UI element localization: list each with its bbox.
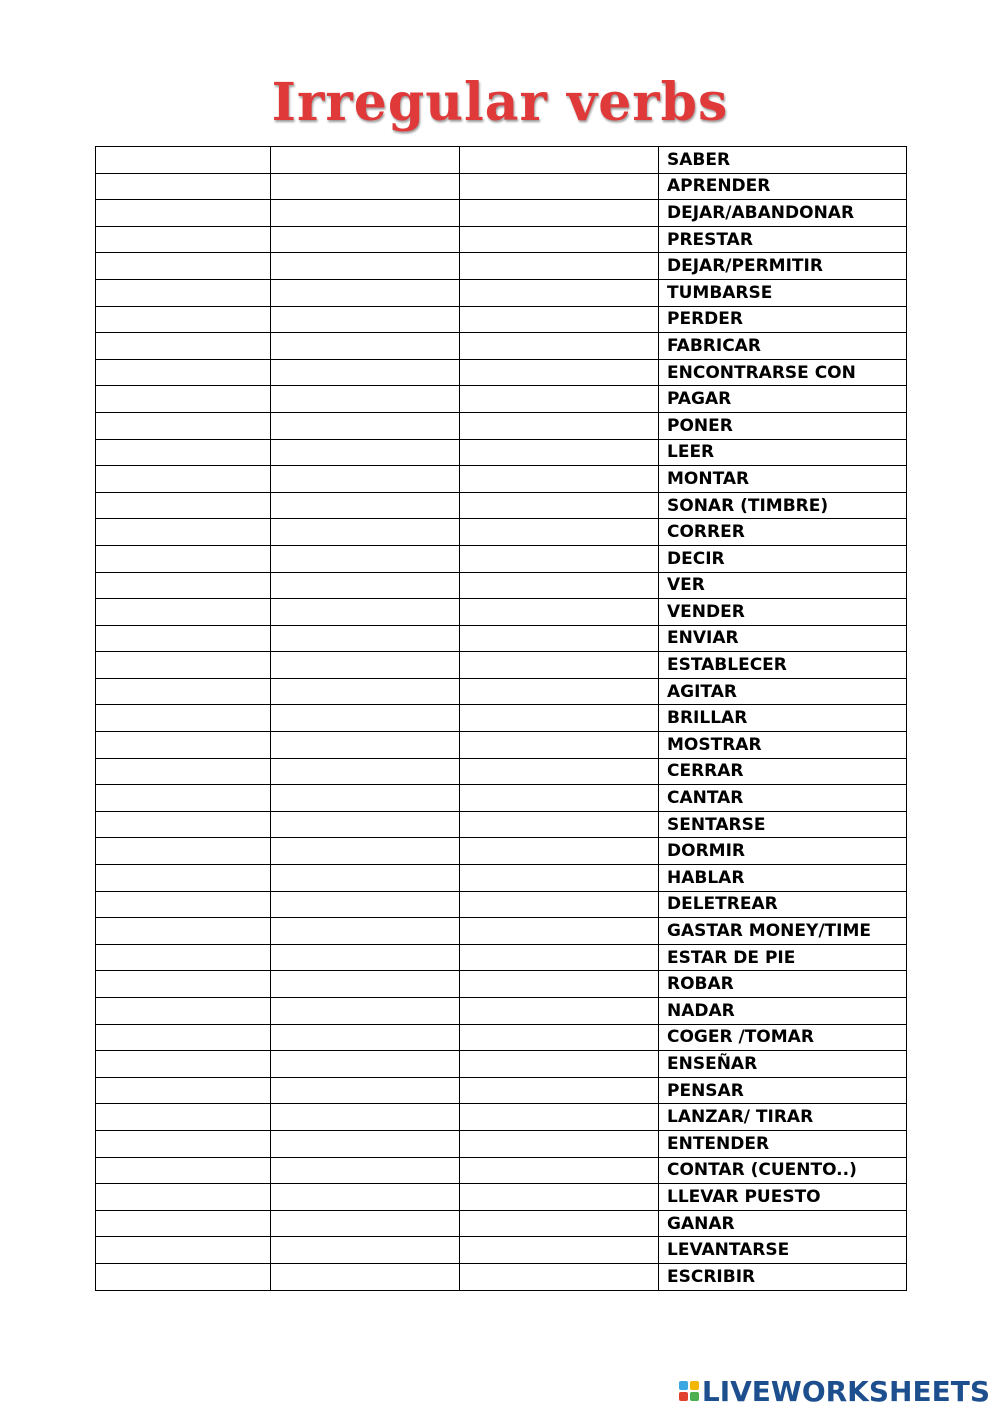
verb-cell: CERRAR: [659, 758, 907, 785]
answer-cell[interactable]: [460, 519, 659, 546]
answer-cell[interactable]: [460, 785, 659, 812]
answer-cell[interactable]: [460, 811, 659, 838]
answer-cell[interactable]: [460, 226, 659, 253]
answer-cell[interactable]: [271, 918, 460, 945]
table-row: [96, 838, 907, 865]
answer-cell[interactable]: [460, 173, 659, 200]
answer-cell[interactable]: [271, 944, 460, 971]
table-row: [96, 572, 907, 599]
answer-cell[interactable]: [96, 1263, 271, 1290]
answer-cell[interactable]: [460, 1024, 659, 1051]
answer-cell[interactable]: [271, 1130, 460, 1157]
table-row: [96, 785, 907, 812]
answer-cell[interactable]: [96, 1210, 271, 1237]
logo-text: LIVEWORKSHEETS: [701, 1374, 990, 1408]
verb-cell: CANTAR: [659, 785, 907, 812]
verb-cell: LEVANTARSE: [659, 1237, 907, 1264]
verb-cell: HABLAR: [659, 865, 907, 892]
answer-cell[interactable]: [460, 944, 659, 971]
answer-cell[interactable]: [271, 678, 460, 705]
answer-cell[interactable]: [96, 918, 271, 945]
verb-cell: ENVIAR: [659, 625, 907, 652]
page-title: Irregular verbs: [271, 72, 729, 133]
verb-cell: AGITAR: [659, 678, 907, 705]
table-row: [96, 1263, 907, 1290]
answer-cell[interactable]: [96, 785, 271, 812]
answer-cell[interactable]: [460, 1130, 659, 1157]
answer-cell[interactable]: [96, 758, 271, 785]
answer-cell[interactable]: [460, 572, 659, 599]
answer-cell[interactable]: [460, 865, 659, 892]
answer-cell[interactable]: [460, 147, 659, 174]
verb-cell: APRENDER: [659, 173, 907, 200]
answer-cell[interactable]: [271, 226, 460, 253]
answer-cell[interactable]: [460, 971, 659, 998]
table-row: [96, 466, 907, 493]
answer-cell[interactable]: [271, 1024, 460, 1051]
answer-cell[interactable]: [271, 971, 460, 998]
table-row: [96, 1104, 907, 1131]
verb-cell: ESCRIBIR: [659, 1263, 907, 1290]
answer-cell[interactable]: [460, 838, 659, 865]
table-row: [96, 732, 907, 759]
answer-cell[interactable]: [460, 1157, 659, 1184]
answer-cell[interactable]: [271, 811, 460, 838]
verb-cell: GANAR: [659, 1210, 907, 1237]
answer-cell[interactable]: [460, 678, 659, 705]
answer-cell[interactable]: [271, 572, 460, 599]
table-row: [96, 545, 907, 572]
answer-cell[interactable]: [460, 1210, 659, 1237]
answer-cell[interactable]: [96, 1051, 271, 1078]
table-row: [96, 253, 907, 280]
answer-cell[interactable]: [271, 1263, 460, 1290]
answer-cell[interactable]: [96, 545, 271, 572]
table-row: [96, 1210, 907, 1237]
verb-cell: ROBAR: [659, 971, 907, 998]
table-row: [96, 1024, 907, 1051]
answer-cell[interactable]: [271, 758, 460, 785]
answer-cell[interactable]: [271, 439, 460, 466]
verb-cell: GASTAR MONEY/TIME: [659, 918, 907, 945]
table-row: [96, 279, 907, 306]
answer-cell[interactable]: [271, 1104, 460, 1131]
answer-cell[interactable]: [460, 732, 659, 759]
table-row: [96, 1157, 907, 1184]
answer-cell[interactable]: [460, 333, 659, 360]
answer-cell[interactable]: [96, 492, 271, 519]
answer-cell[interactable]: [460, 412, 659, 439]
answer-cell[interactable]: [96, 519, 271, 546]
table-row: [96, 439, 907, 466]
answer-cell[interactable]: [271, 732, 460, 759]
answer-cell[interactable]: [460, 253, 659, 280]
answer-cell[interactable]: [96, 678, 271, 705]
verb-cell: ENCONTRARSE CON: [659, 359, 907, 386]
answer-cell[interactable]: [460, 386, 659, 413]
verb-cell: MOSTRAR: [659, 732, 907, 759]
answer-cell[interactable]: [460, 200, 659, 227]
answer-cell[interactable]: [271, 838, 460, 865]
answer-cell[interactable]: [460, 1184, 659, 1211]
verb-cell: ENSEÑAR: [659, 1051, 907, 1078]
answer-cell[interactable]: [271, 333, 460, 360]
table-row: [96, 1130, 907, 1157]
table-row: [96, 652, 907, 679]
table-row: [96, 147, 907, 174]
verb-cell: DEJAR/ABANDONAR: [659, 200, 907, 227]
answer-cell[interactable]: [96, 652, 271, 679]
table-row: [96, 705, 907, 732]
verbs-table: [95, 146, 907, 1291]
answer-cell[interactable]: [96, 1237, 271, 1264]
table-row: [96, 918, 907, 945]
logo-mark-square: [679, 1381, 688, 1390]
answer-cell[interactable]: [271, 253, 460, 280]
logo-mark-square: [679, 1392, 688, 1401]
answer-cell[interactable]: [96, 253, 271, 280]
answer-cell[interactable]: [460, 545, 659, 572]
table-row: [96, 173, 907, 200]
logo-mark-square: [690, 1392, 699, 1401]
answer-cell[interactable]: [271, 785, 460, 812]
verb-cell: PERDER: [659, 306, 907, 333]
answer-cell[interactable]: [96, 1184, 271, 1211]
answer-cell[interactable]: [460, 891, 659, 918]
table-row: [96, 971, 907, 998]
verb-cell: TUMBARSE: [659, 279, 907, 306]
verb-cell: FABRICAR: [659, 333, 907, 360]
table-row: [96, 492, 907, 519]
answer-cell[interactable]: [96, 891, 271, 918]
table-row: [96, 1051, 907, 1078]
answer-cell[interactable]: [271, 279, 460, 306]
answer-cell[interactable]: [96, 173, 271, 200]
answer-cell[interactable]: [96, 811, 271, 838]
answer-cell[interactable]: [460, 625, 659, 652]
verb-cell: SENTARSE: [659, 811, 907, 838]
answer-cell[interactable]: [271, 625, 460, 652]
answer-cell[interactable]: [460, 705, 659, 732]
answer-cell[interactable]: [271, 492, 460, 519]
table-row: [96, 412, 907, 439]
verb-cell: MONTAR: [659, 466, 907, 493]
answer-cell[interactable]: [96, 944, 271, 971]
verb-cell: LLEVAR PUESTO: [659, 1184, 907, 1211]
answer-cell[interactable]: [271, 147, 460, 174]
table-row: [96, 599, 907, 626]
answer-cell[interactable]: [96, 865, 271, 892]
answer-cell[interactable]: [460, 439, 659, 466]
verb-cell: ESTABLECER: [659, 652, 907, 679]
answer-cell[interactable]: [271, 306, 460, 333]
verbs-table-body: [96, 147, 907, 1291]
answer-cell[interactable]: [460, 998, 659, 1025]
verb-cell: CORRER: [659, 519, 907, 546]
table-row: [96, 1184, 907, 1211]
answer-cell[interactable]: [460, 1263, 659, 1290]
verb-cell: PENSAR: [659, 1077, 907, 1104]
logo-mark-square: [690, 1381, 699, 1390]
answer-cell[interactable]: [460, 306, 659, 333]
answer-cell[interactable]: [96, 705, 271, 732]
verb-cell: COGER /TOMAR: [659, 1024, 907, 1051]
table-row: [96, 226, 907, 253]
answer-cell[interactable]: [271, 545, 460, 572]
answer-cell[interactable]: [271, 359, 460, 386]
verb-cell: PAGAR: [659, 386, 907, 413]
answer-cell[interactable]: [96, 998, 271, 1025]
answer-cell[interactable]: [96, 1104, 271, 1131]
verb-cell: VENDER: [659, 599, 907, 626]
table-row: [96, 891, 907, 918]
answer-cell[interactable]: [271, 173, 460, 200]
table-row: [96, 944, 907, 971]
answer-cell[interactable]: [96, 386, 271, 413]
answer-cell[interactable]: [271, 865, 460, 892]
table-row: [96, 758, 907, 785]
answer-cell[interactable]: [460, 1237, 659, 1264]
table-row: [96, 200, 907, 227]
table-row: [96, 811, 907, 838]
answer-cell[interactable]: [96, 572, 271, 599]
answer-cell[interactable]: [460, 599, 659, 626]
answer-cell[interactable]: [271, 466, 460, 493]
verb-cell: CONTAR (CUENTO..): [659, 1157, 907, 1184]
verb-cell: ENTENDER: [659, 1130, 907, 1157]
answer-cell[interactable]: [96, 1024, 271, 1051]
answer-cell[interactable]: [271, 652, 460, 679]
verb-cell: ESTAR DE PIE: [659, 944, 907, 971]
answer-cell[interactable]: [271, 1210, 460, 1237]
logo-mark-icon: [679, 1381, 699, 1401]
verb-cell: NADAR: [659, 998, 907, 1025]
answer-cell[interactable]: [96, 147, 271, 174]
verb-cell: DEJAR/PERMITIR: [659, 253, 907, 280]
answer-cell[interactable]: [271, 200, 460, 227]
answer-cell[interactable]: [460, 1104, 659, 1131]
answer-cell[interactable]: [271, 891, 460, 918]
answer-cell[interactable]: [96, 1077, 271, 1104]
answer-cell[interactable]: [460, 1051, 659, 1078]
answer-cell[interactable]: [96, 971, 271, 998]
answer-cell[interactable]: [96, 599, 271, 626]
table-row: [96, 519, 907, 546]
table-row: [96, 306, 907, 333]
table-row: [96, 359, 907, 386]
answer-cell[interactable]: [96, 412, 271, 439]
table-row: [96, 865, 907, 892]
answer-cell[interactable]: [460, 359, 659, 386]
answer-cell[interactable]: [271, 386, 460, 413]
table-row: [96, 625, 907, 652]
answer-cell[interactable]: [271, 1077, 460, 1104]
liveworksheets-logo: [679, 1374, 990, 1408]
answer-cell[interactable]: [96, 1157, 271, 1184]
verb-cell: DELETREAR: [659, 891, 907, 918]
answer-cell[interactable]: [271, 1051, 460, 1078]
answer-cell[interactable]: [96, 625, 271, 652]
verb-cell: SONAR (TIMBRE): [659, 492, 907, 519]
answer-cell[interactable]: [96, 200, 271, 227]
answer-cell[interactable]: [271, 998, 460, 1025]
answer-cell[interactable]: [96, 838, 271, 865]
answer-cell[interactable]: [96, 466, 271, 493]
answer-cell[interactable]: [271, 705, 460, 732]
answer-cell[interactable]: [460, 1077, 659, 1104]
answer-cell[interactable]: [460, 652, 659, 679]
answer-cell[interactable]: [96, 732, 271, 759]
answer-cell[interactable]: [96, 439, 271, 466]
verb-cell: BRILLAR: [659, 705, 907, 732]
answer-cell[interactable]: [460, 466, 659, 493]
answer-cell[interactable]: [271, 1184, 460, 1211]
verb-cell: SABER: [659, 147, 907, 174]
answer-cell[interactable]: [271, 1237, 460, 1264]
verb-cell: LEER: [659, 439, 907, 466]
answer-cell[interactable]: [271, 1157, 460, 1184]
table-row: [96, 386, 907, 413]
verb-cell: DECIR: [659, 545, 907, 572]
answer-cell[interactable]: [460, 279, 659, 306]
verb-cell: LANZAR/ TIRAR: [659, 1104, 907, 1131]
answer-cell[interactable]: [96, 1130, 271, 1157]
table-row: [96, 333, 907, 360]
answer-cell[interactable]: [460, 918, 659, 945]
answer-cell[interactable]: [271, 519, 460, 546]
verb-cell: PRESTAR: [659, 226, 907, 253]
answer-cell[interactable]: [96, 306, 271, 333]
verb-cell: DORMIR: [659, 838, 907, 865]
answer-cell[interactable]: [96, 279, 271, 306]
answer-cell[interactable]: [96, 359, 271, 386]
table-row: [96, 1077, 907, 1104]
verb-cell: VER: [659, 572, 907, 599]
table-row: [96, 1237, 907, 1264]
answer-cell[interactable]: [96, 333, 271, 360]
answer-cell[interactable]: [460, 758, 659, 785]
answer-cell[interactable]: [271, 599, 460, 626]
answer-cell[interactable]: [460, 492, 659, 519]
answer-cell[interactable]: [271, 412, 460, 439]
answer-cell[interactable]: [96, 226, 271, 253]
table-row: [96, 678, 907, 705]
table-row: [96, 998, 907, 1025]
verb-cell: PONER: [659, 412, 907, 439]
